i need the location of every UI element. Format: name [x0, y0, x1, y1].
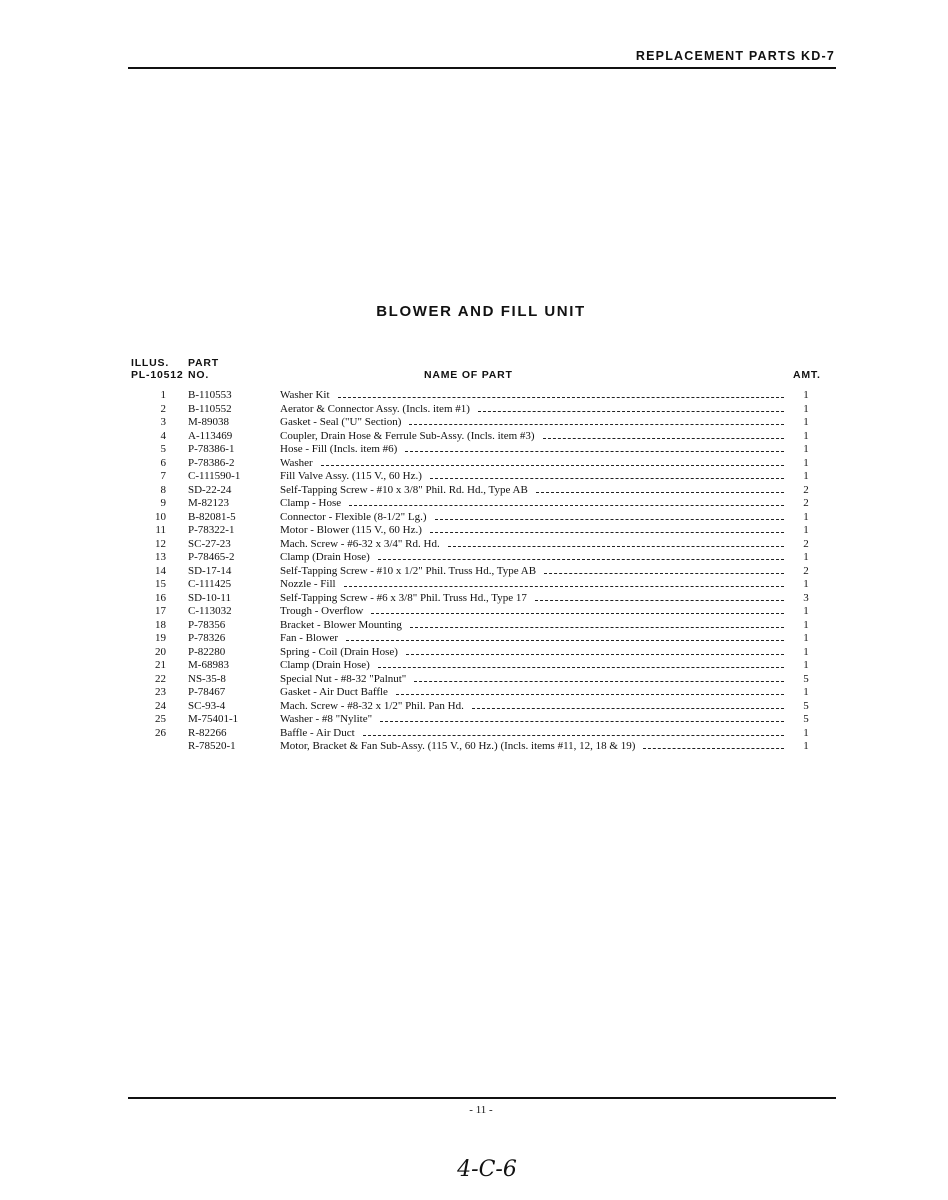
- part-number: B-82081-5: [188, 510, 236, 523]
- part-name-cell: [280, 632, 784, 646]
- part-name-cell: [280, 619, 784, 633]
- parts-row: [128, 700, 840, 714]
- amount: 2: [803, 497, 809, 509]
- parts-row: [128, 740, 840, 754]
- amount: 2: [803, 537, 809, 550]
- amount: 1: [803, 605, 809, 617]
- dash-leader: [543, 431, 784, 439]
- part-name: Gasket - Seal ("U" Section): [280, 416, 402, 428]
- amount: 1: [803, 645, 809, 658]
- illus-number: 24: [155, 699, 166, 712]
- parts-row: [128, 659, 840, 673]
- parts-row: [128, 727, 840, 741]
- dash-leader: [448, 539, 784, 547]
- illus-number: 1: [160, 389, 166, 401]
- amount: 1: [803, 740, 809, 752]
- part-number: A-113469: [188, 429, 233, 442]
- amount: 1: [803, 578, 809, 590]
- part-name: Mach. Screw - #8-32 x 1/2" Phil. Pan Hd.: [280, 699, 464, 712]
- part-name: Self-Tapping Screw - #10 x 3/8" Phil. Rd. Hd., Type AB: [280, 483, 528, 496]
- part-number: SD-17-14: [188, 564, 232, 577]
- dash-leader: [544, 566, 784, 574]
- amount: 1: [803, 524, 809, 536]
- part-name-cell: [280, 470, 784, 484]
- dash-leader: [378, 660, 784, 668]
- parts-row: [128, 443, 840, 457]
- illus-column-header: [131, 357, 184, 381]
- illus-number: 13: [155, 551, 166, 563]
- illus-number: 26: [155, 726, 166, 739]
- illus-number: 7: [160, 470, 166, 482]
- part-name: Washer: [280, 456, 313, 469]
- part-name: Mach. Screw - #6-32 x 3/4" Rd. Hd.: [280, 537, 440, 550]
- parts-row: [128, 551, 840, 565]
- amount: 1: [803, 389, 809, 401]
- dash-leader: [380, 714, 784, 722]
- part-name-cell: [280, 578, 784, 592]
- part-name: Trough - Overflow: [280, 605, 364, 617]
- dash-leader: [535, 593, 784, 601]
- illus-header-line2: PL-10512: [131, 369, 184, 381]
- dash-leader: [472, 701, 784, 709]
- illus-number: 22: [155, 672, 166, 685]
- parts-row: [128, 524, 840, 538]
- parts-row: [128, 389, 840, 403]
- part-name: Hose - Fill (Incls. item #6): [280, 443, 398, 455]
- dash-leader: [478, 404, 784, 412]
- part-number: P-78326: [188, 632, 226, 644]
- parts-row: [128, 565, 840, 579]
- part-number: P-78322-1: [188, 524, 235, 536]
- part-name: Self-Tapping Screw - #6 x 3/8" Phil. Truss Hd., Type 17: [280, 591, 527, 604]
- illus-number: 4: [160, 429, 166, 442]
- part-name-cell: [280, 524, 784, 538]
- parts-row: [128, 484, 840, 498]
- part-name-cell: [280, 592, 784, 606]
- parts-row: [128, 511, 840, 525]
- part-name: Connector - Flexible (8-1/2" Lg.): [280, 510, 427, 523]
- part-name: Fan - Blower: [280, 632, 339, 644]
- part-name: Self-Tapping Screw - #10 x 1/2" Phil. Truss Hd., Type AB: [280, 564, 537, 577]
- dash-leader: [396, 687, 784, 695]
- parts-row: [128, 619, 840, 633]
- part-number: SD-22-24: [188, 483, 232, 496]
- section-title: BLOWER AND FILL UNIT: [376, 303, 586, 320]
- part-name-cell: [280, 484, 784, 498]
- parts-row: [128, 430, 840, 444]
- part-name-cell: [280, 565, 784, 579]
- part-name: Coupler, Drain Hose & Ferrule Sub-Assy. (Incls. item #3): [280, 429, 535, 442]
- part-name-cell: [280, 511, 784, 525]
- amount: 1: [803, 659, 809, 671]
- part-name-cell: [280, 713, 784, 727]
- parts-row: [128, 538, 840, 552]
- part-name: Spring - Coil (Drain Hose): [280, 645, 398, 658]
- illus-number: 19: [155, 632, 166, 644]
- parts-row: [128, 470, 840, 484]
- part-name-cell: [280, 551, 784, 565]
- parts-row: [128, 497, 840, 511]
- part-name-cell: [280, 457, 784, 471]
- amount: 1: [803, 632, 809, 644]
- part-name-cell: [280, 659, 784, 673]
- part-name-cell: [280, 646, 784, 660]
- part-name: Special Nut - #8-32 "Palnut": [280, 672, 407, 685]
- part-number: C-111425: [188, 578, 232, 590]
- illus-number: 20: [155, 645, 166, 658]
- illus-number: 14: [155, 564, 166, 577]
- amount: 1: [803, 686, 809, 698]
- dash-leader: [344, 579, 784, 587]
- footer-rule: [128, 1097, 836, 1099]
- part-name-cell: [280, 673, 784, 687]
- part-number: M-75401-1: [188, 713, 239, 725]
- part-name-cell: [280, 403, 784, 417]
- part-header-line2: NO.: [188, 369, 210, 381]
- part-number: C-111590-1: [188, 470, 241, 482]
- part-name: Motor - Blower (115 V., 60 Hz.): [280, 524, 422, 536]
- parts-row: [128, 632, 840, 646]
- part-no-column-header: [188, 357, 219, 381]
- illus-number: 15: [155, 578, 166, 590]
- amount: 2: [803, 564, 809, 577]
- illus-number: 23: [155, 686, 166, 698]
- part-name-cell: [280, 727, 784, 741]
- parts-list: [128, 389, 840, 754]
- part-name: Aerator & Connector Assy. (Incls. item #1): [280, 402, 470, 415]
- part-name: Gasket - Air Duct Baffle: [280, 686, 388, 698]
- parts-row: [128, 713, 840, 727]
- part-name-cell: [280, 389, 784, 403]
- part-number: P-78467: [188, 686, 226, 698]
- dash-leader: [435, 512, 784, 520]
- parts-row: [128, 686, 840, 700]
- dash-leader: [643, 741, 784, 749]
- part-name-cell: [280, 740, 784, 754]
- illus-number: 3: [160, 416, 166, 428]
- part-name: Motor, Bracket & Fan Sub-Assy. (115 V., 60 Hz.) (Incls. items #11, 12, 18 & 19): [280, 740, 636, 752]
- amt-column-header: AMT.: [793, 369, 821, 381]
- part-number: NS-35-8: [188, 672, 226, 685]
- handwritten-note: 4-C-6: [457, 1157, 517, 1182]
- illus-number: 16: [155, 591, 166, 604]
- parts-row: [128, 578, 840, 592]
- part-number: M-89038: [188, 416, 229, 428]
- part-name: Bracket - Blower Mounting: [280, 618, 402, 631]
- dash-leader: [406, 647, 784, 655]
- dash-leader: [430, 471, 784, 479]
- dash-leader: [378, 552, 784, 560]
- amount: 1: [803, 443, 809, 455]
- part-name-cell: [280, 443, 784, 457]
- part-number: R-78520-1: [188, 740, 236, 752]
- illus-number: 2: [160, 402, 166, 415]
- parts-row: [128, 592, 840, 606]
- illus-header-line1: ILLUS.: [131, 357, 170, 369]
- part-name: Clamp - Hose: [280, 497, 342, 509]
- part-number: P-82280: [188, 645, 226, 658]
- illus-number: 9: [160, 497, 166, 509]
- amount: 1: [803, 402, 809, 415]
- illus-number: 12: [155, 537, 166, 550]
- amount: 3: [803, 591, 809, 604]
- amount: 1: [803, 510, 809, 523]
- part-number: SC-93-4: [188, 699, 226, 712]
- dash-leader: [321, 458, 784, 466]
- part-number: P-78356: [188, 618, 226, 631]
- illus-number: 8: [160, 483, 166, 496]
- parts-row: [128, 605, 840, 619]
- amount: 1: [803, 726, 809, 739]
- part-name: Clamp (Drain Hose): [280, 659, 370, 671]
- part-name-cell: [280, 430, 784, 444]
- dash-leader: [349, 498, 784, 506]
- amount: 5: [803, 699, 809, 712]
- part-number: M-68983: [188, 659, 229, 671]
- dash-leader: [409, 417, 784, 425]
- part-name-cell: [280, 686, 784, 700]
- part-number: SD-10-11: [188, 591, 231, 604]
- dash-leader: [410, 620, 784, 628]
- amount: 1: [803, 470, 809, 482]
- part-name: Washer - #8 "Nylite": [280, 713, 373, 725]
- part-header-line1: PART: [188, 357, 220, 369]
- part-name: Nozzle - Fill: [280, 578, 336, 590]
- dash-leader: [371, 606, 784, 614]
- parts-row: [128, 457, 840, 471]
- page-number: - 11 -: [469, 1104, 493, 1116]
- parts-row: [128, 673, 840, 687]
- part-number: SC-27-23: [188, 537, 231, 550]
- part-number: R-82266: [188, 726, 227, 739]
- amount: 1: [803, 618, 809, 631]
- amount: 1: [803, 456, 809, 469]
- amount: 1: [803, 429, 809, 442]
- part-name-cell: [280, 605, 784, 619]
- page-header-title: REPLACEMENT PARTS KD-7: [635, 49, 835, 63]
- part-name-cell: [280, 416, 784, 430]
- amount: 2: [803, 483, 809, 496]
- dash-leader: [338, 390, 784, 398]
- amount: 1: [803, 551, 809, 563]
- parts-row: [128, 646, 840, 660]
- illus-number: 10: [155, 510, 166, 523]
- part-name: Washer Kit: [280, 389, 330, 401]
- part-number: B-110552: [188, 402, 232, 415]
- dash-leader: [414, 674, 784, 682]
- part-number: B-110553: [188, 389, 232, 401]
- illus-number: 6: [160, 456, 166, 469]
- part-name: Fill Valve Assy. (115 V., 60 Hz.): [280, 470, 422, 482]
- part-number: M-82123: [188, 497, 229, 509]
- part-name-cell: [280, 538, 784, 552]
- illus-number: 5: [160, 443, 166, 455]
- dash-leader: [536, 485, 784, 493]
- part-name: Baffle - Air Duct: [280, 726, 355, 739]
- illus-number: 17: [155, 605, 166, 617]
- part-name-cell: [280, 497, 784, 511]
- illus-number: 18: [155, 618, 166, 631]
- illus-number: 21: [155, 659, 166, 671]
- header-rule: [128, 67, 836, 69]
- part-number: P-78386-1: [188, 443, 235, 455]
- part-number: P-78386-2: [188, 456, 235, 469]
- dash-leader: [363, 728, 784, 736]
- part-name: Clamp (Drain Hose): [280, 551, 370, 563]
- name-column-header: NAME OF PART: [424, 369, 513, 381]
- part-number: P-78465-2: [188, 551, 235, 563]
- amount: 5: [803, 713, 809, 725]
- dash-leader: [405, 444, 784, 452]
- dash-leader: [346, 633, 784, 641]
- parts-row: [128, 416, 840, 430]
- dash-leader: [430, 525, 784, 533]
- amount: 5: [803, 672, 809, 685]
- part-name-cell: [280, 700, 784, 714]
- part-number: C-113032: [188, 605, 232, 617]
- illus-number: 11: [155, 524, 166, 536]
- parts-row: [128, 403, 840, 417]
- amount: 1: [803, 416, 809, 428]
- illus-number: 25: [155, 713, 166, 725]
